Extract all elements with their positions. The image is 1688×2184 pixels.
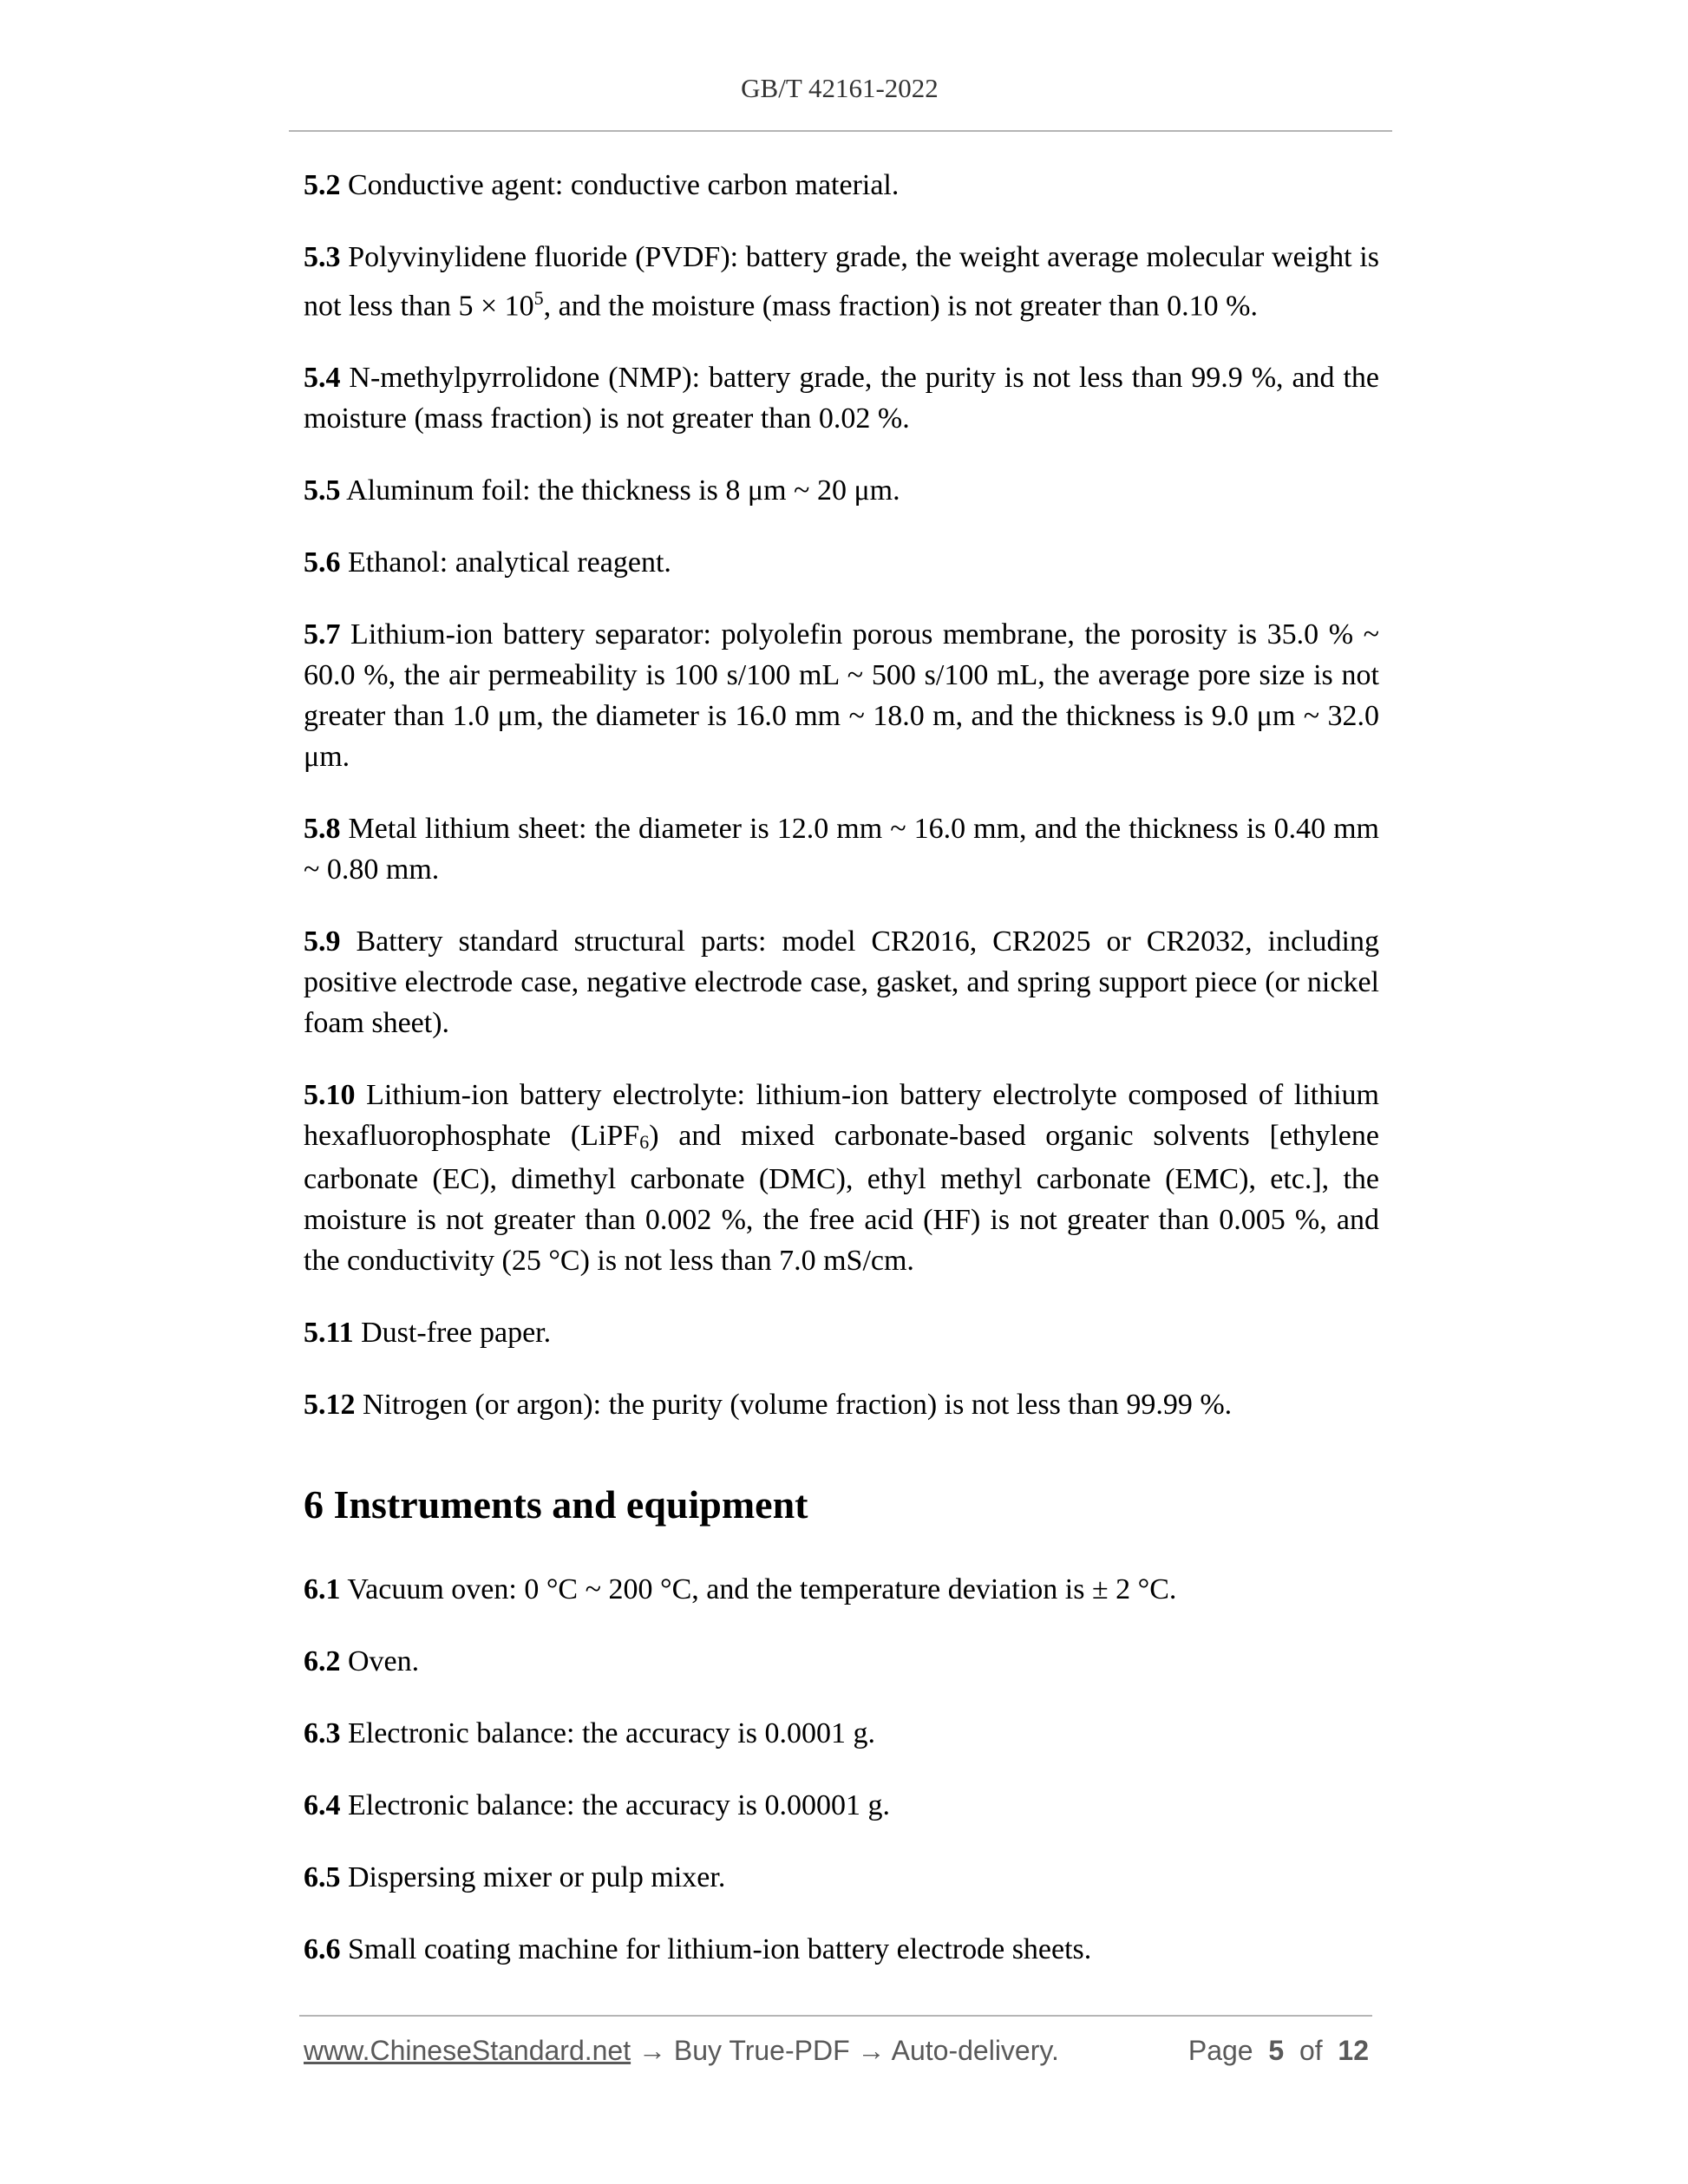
clause-text: Ethanol: analytical reagent. [340, 546, 671, 579]
clause-text: Dispersing mixer or pulp mixer. [340, 1861, 726, 1894]
clause-number: 5.6 [304, 546, 341, 579]
clause-text: Nitrogen (or argon): the purity (volume fraction) is not less than 99.99 %. [355, 1389, 1233, 1422]
superscript: 5 [533, 287, 544, 309]
clause-text: Conductive agent: conductive carbon material. [340, 169, 900, 201]
clause-number: 6.3 [304, 1717, 341, 1750]
clause-number: 6.5 [304, 1861, 341, 1894]
clause-number: 5.4 [304, 362, 341, 395]
header-divider [289, 130, 1392, 132]
clause-text: Vacuum oven: 0 °C ~ 200 °C, and the temperature deviation is ± 2 °C. [340, 1573, 1177, 1606]
clause-text: Electronic balance: the accuracy is 0.00001 g. [340, 1789, 890, 1822]
clause-number: 5.7 [304, 618, 341, 651]
clause-number: 5.3 [304, 241, 341, 273]
website-link[interactable]: www.ChineseStandard.net [304, 2035, 631, 2066]
document-body [304, 165, 1379, 2001]
section-heading: 6 Instruments and equipment [304, 1482, 808, 1527]
clause-5-9 [304, 921, 1379, 1043]
clause-6-5 [304, 1857, 1379, 1898]
footer-divider [299, 2015, 1372, 2017]
page-current: 5 [1268, 2035, 1285, 2066]
clause-number: 5.9 [304, 925, 341, 958]
clause-5-12 [304, 1384, 1379, 1425]
clause-6-6 [304, 1929, 1379, 1970]
clause-text: Metal lithium sheet: the diameter is 12.0 mm ~ 16.0 mm, and the thickness is 0.40 mm ~ 0.80 mm. [304, 813, 1379, 886]
clause-text: Small coating machine for lithium-ion battery electrode sheets. [340, 1933, 1092, 1966]
page-label: Page [1187, 2035, 1253, 2066]
clause-5-6 [304, 542, 1379, 583]
page-footer [304, 2035, 1369, 2073]
clause-number: 6.2 [304, 1645, 341, 1678]
clause-number: 6.1 [304, 1573, 341, 1606]
footer-promo-text: → Buy True-PDF → Auto-delivery. [631, 2035, 1059, 2066]
clause-6-2 [304, 1641, 1379, 1682]
clause-number: 5.11 [304, 1317, 354, 1350]
clause-text: N-methylpyrrolidone (NMP): battery grade, the purity is not less than 99.9 %, and the moisture (mass fraction) is not greater than 0.02 %. [304, 362, 1379, 435]
clause-5-2 [304, 165, 1379, 206]
clause-text: Oven. [340, 1645, 420, 1678]
clause-5-7 [304, 614, 1379, 777]
clause-5-8 [304, 808, 1379, 890]
clause-5-3 [304, 237, 1379, 326]
clause-number: 5.2 [304, 169, 341, 201]
clause-number: 6.4 [304, 1789, 341, 1822]
clause-5-4 [304, 357, 1379, 439]
clause-6-3 [304, 1713, 1379, 1754]
clause-text: Lithium-ion battery electrolyte: lithium-ion battery electrolyte composed of lithium hexafluorophosphate (LiPF [304, 1079, 1379, 1153]
clause-text: Aluminum foil: the thickness is 8 μm ~ 20 μm. [340, 474, 900, 507]
clause-text: Lithium-ion battery separator: polyolefin porous membrane, the porosity is 35.0 % ~ 60.0 %, the air permeability is 100 s/100 mL ~ 500 s/100 mL, the average pore size is not greater than 1.0 μm, the diameter is 16.0 mm ~ 18.0 m, and the thickness is 9.0 μm ~ 32.0 μm. [304, 618, 1379, 774]
document-header: GB/T 42161-2022 [741, 73, 939, 103]
clause-text: Polyvinylidene fluoride (PVDF): battery grade, the weight average molecular weight is not less than 5 × 10 [304, 241, 1379, 323]
page-total: 12 [1338, 2035, 1369, 2066]
clause-text: Battery standard structural parts: model CR2016, CR2025 or CR2032, including positive electrode case, negative electrode case, gasket, and spring support piece (or nickel foam sheet). [304, 925, 1379, 1040]
clause-6-4 [304, 1785, 1379, 1826]
clause-6-1 [304, 1569, 1379, 1610]
clause-5-11 [304, 1312, 1379, 1353]
clause-5-10 [304, 1075, 1379, 1281]
page-indicator [1188, 2035, 1369, 2067]
clause-text: Dust-free paper. [353, 1317, 552, 1350]
clause-text: , and the moisture (mass fraction) is not greater than 0.10 %. [543, 290, 1258, 323]
clause-number: 5.8 [304, 813, 341, 846]
clause-number: 6.6 [304, 1933, 341, 1966]
clause-text: Electronic balance: the accuracy is 0.0001 g. [340, 1717, 875, 1750]
clause-text: ) and mixed carbonate-based organic solvents [ethylene carbonate (EC), dimethyl carbonate (DMC), ethyl methyl carbonate (EMC), etc.], the moisture is not greater than 0.002 %, the free acid (HF) is not greater than 0.005 %, and the conductivity (25 °C) is not less than 7.0 mS/cm. [304, 1120, 1379, 1278]
clause-number: 5.10 [304, 1079, 356, 1112]
clause-5-5 [304, 470, 1379, 511]
subscript: 6 [639, 1131, 650, 1154]
clause-number: 5.5 [304, 474, 341, 507]
footer-promo [304, 2035, 1059, 2067]
clause-number: 5.12 [304, 1389, 356, 1422]
of-label: of [1299, 2035, 1323, 2066]
